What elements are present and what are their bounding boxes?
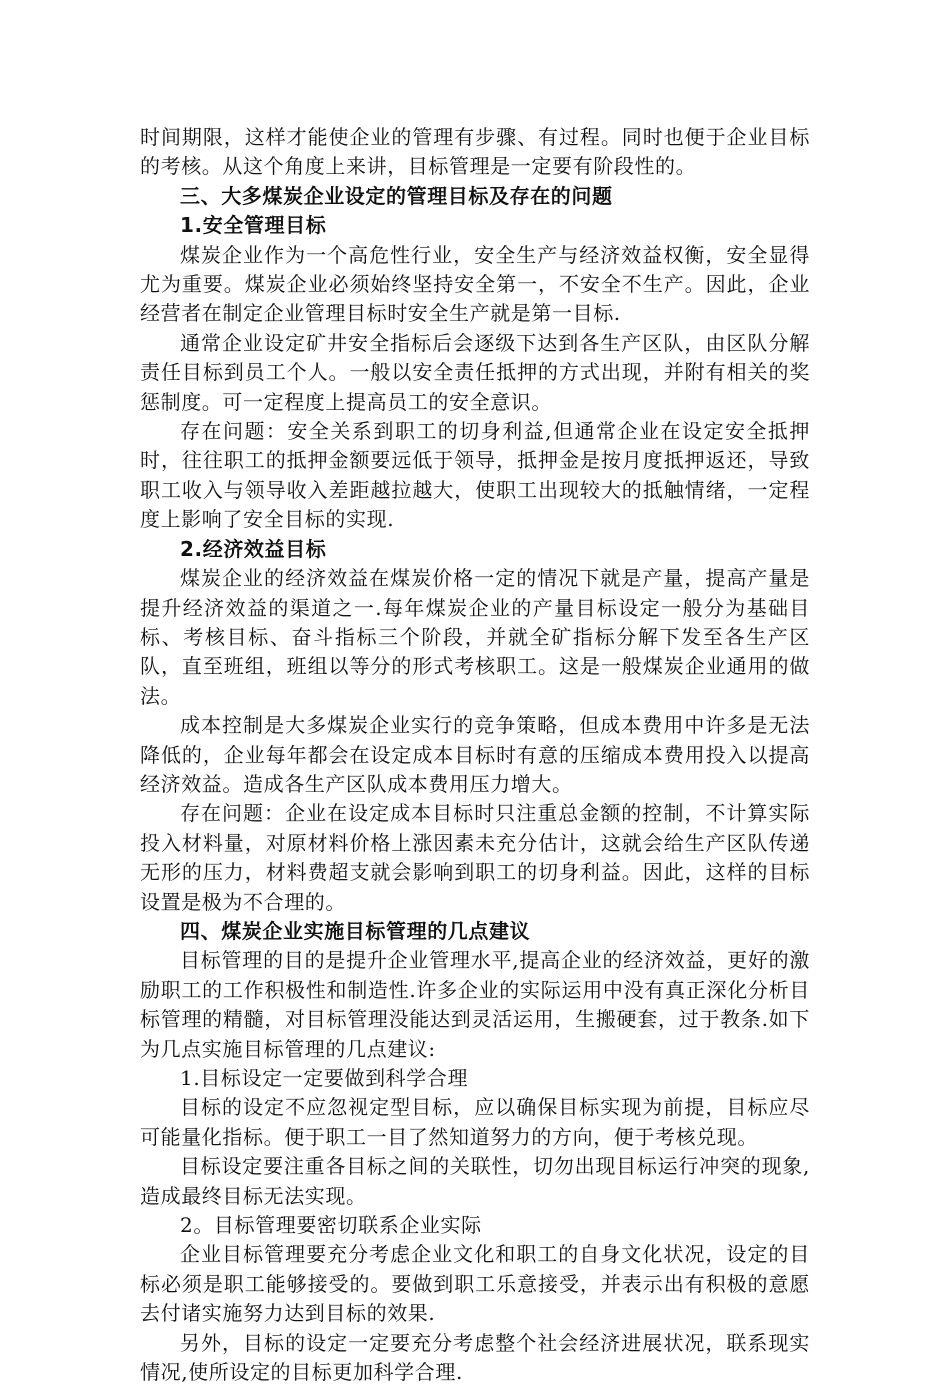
paragraph-safety-indicators: 通常企业设定矿井安全指标后会逐级下达到各生产区队，由区队分解责任目标到员工个人。一般以安全责任抵押的方式出现，并附有相关的奖惩制度。可一定程度上提高员工的安全意识。 xyxy=(140,330,810,414)
paragraph-enterprise-culture: 企业目标管理要充分考虑企业文化和职工的自身文化状况，设定的目标必须是职工能够接受的。要做到职工乐意接受，并表示出有积极的意愿去付诸实施努力达到目标的效果. xyxy=(140,1242,810,1326)
paragraph-economic-output: 煤炭企业的经济效益在煤炭价格一定的情况下就是产量，提高产量是提升经济效益的渠道之一.每年煤炭企业的产量目标设定一般分为基础目标、考核目标、奋斗指标三个阶段，并就全矿指标分解下发至各生产区队，直至班组，班组以等分的形式考核职工。这是一般煤炭企业通用的做法。 xyxy=(140,566,810,708)
suggestion-heading-2: 2。目标管理要密切联系企业实际 xyxy=(180,1213,482,1238)
paragraph-mbo-purpose: 目标管理的目的是提升企业管理水平,提高企业的经济效益，更好的激励职工的工作积极性和制造性.许多企业的实际运用中没有真正深化分析目标管理的精髓，对目标管理没能达到灵活运用，生搬硬套，过于教条.如下为几点实施目标管理的几点建议: xyxy=(140,948,810,1061)
suggestion-heading-1: 1.目标设定一定要做到科学合理 xyxy=(180,1066,469,1090)
paragraph-safety-problems: 存在问题：安全关系到职工的切身利益,但通常企业在设定安全抵押时，往往职工的抵押金额要远低于领导，抵押金是按月度抵押返还，导致职工收入与领导收入差距越拉越大，使职工出现较大的抵触情绪，一定程度上影响了安全目标的实现. xyxy=(140,419,810,532)
section-heading-3: 三、大多煤炭企业设定的管理目标及存在的问题 xyxy=(180,183,613,208)
paragraph-goal-relations: 目标设定要注重各目标之间的关联性，切勿出现目标运行冲突的现象,造成最终目标无法实现。 xyxy=(140,1154,810,1208)
paragraph-social-economy: 另外，目标的设定一定要充分考虑整个社会经济进展状况，联系现实情况,使所设定的目标更加科学合理. xyxy=(140,1330,810,1385)
paragraph-safety-importance: 煤炭企业作为一个高危性行业，安全生产与经济效益权衡，安全显得尤为重要。煤炭企业必须始终坚持安全第一，不安全不生产。因此，企业经营者在制定企业管理目标时安全生产就是第一目标. xyxy=(140,242,810,326)
paragraph-cost-problems: 存在问题：企业在设定成本目标时只注重总金额的控制，不计算实际投入材料量，对原材料价格上涨因素未充分估计，这就会给生产区队传递无形的压力，材料费超支就会影响到职工的切身利益。因此，这样的目标设置是极为不合理的。 xyxy=(140,801,810,914)
paragraph-intro-continuation: 时间期限，这样才能使企业的管理有步骤、有过程。同时也便于企业目标的考核。从这个角度上来讲，目标管理是一定要有阶段性的。 xyxy=(140,125,810,179)
document-body xyxy=(140,123,810,1387)
subsection-heading-economic: 2.经济效益目标 xyxy=(180,536,327,561)
section-heading-4: 四、煤炭企业实施目标管理的几点建议 xyxy=(180,918,531,943)
subsection-heading-safety: 1.安全管理目标 xyxy=(180,213,327,238)
paragraph-goal-setting: 目标的设定不应忽视定型目标，应以确保目标实现为前提，目标应尽可能量化指标。便于职工一目了然知道努力的方向，便于考核兑现。 xyxy=(140,1095,810,1149)
paragraph-cost-control: 成本控制是大多煤炭企业实行的竞争策略，但成本费用中许多是无法降低的，企业每年都会在设定成本目标时有意的压缩成本费用投入以提高经济效益。造成各生产区队成本费用压力增大。 xyxy=(140,713,810,796)
